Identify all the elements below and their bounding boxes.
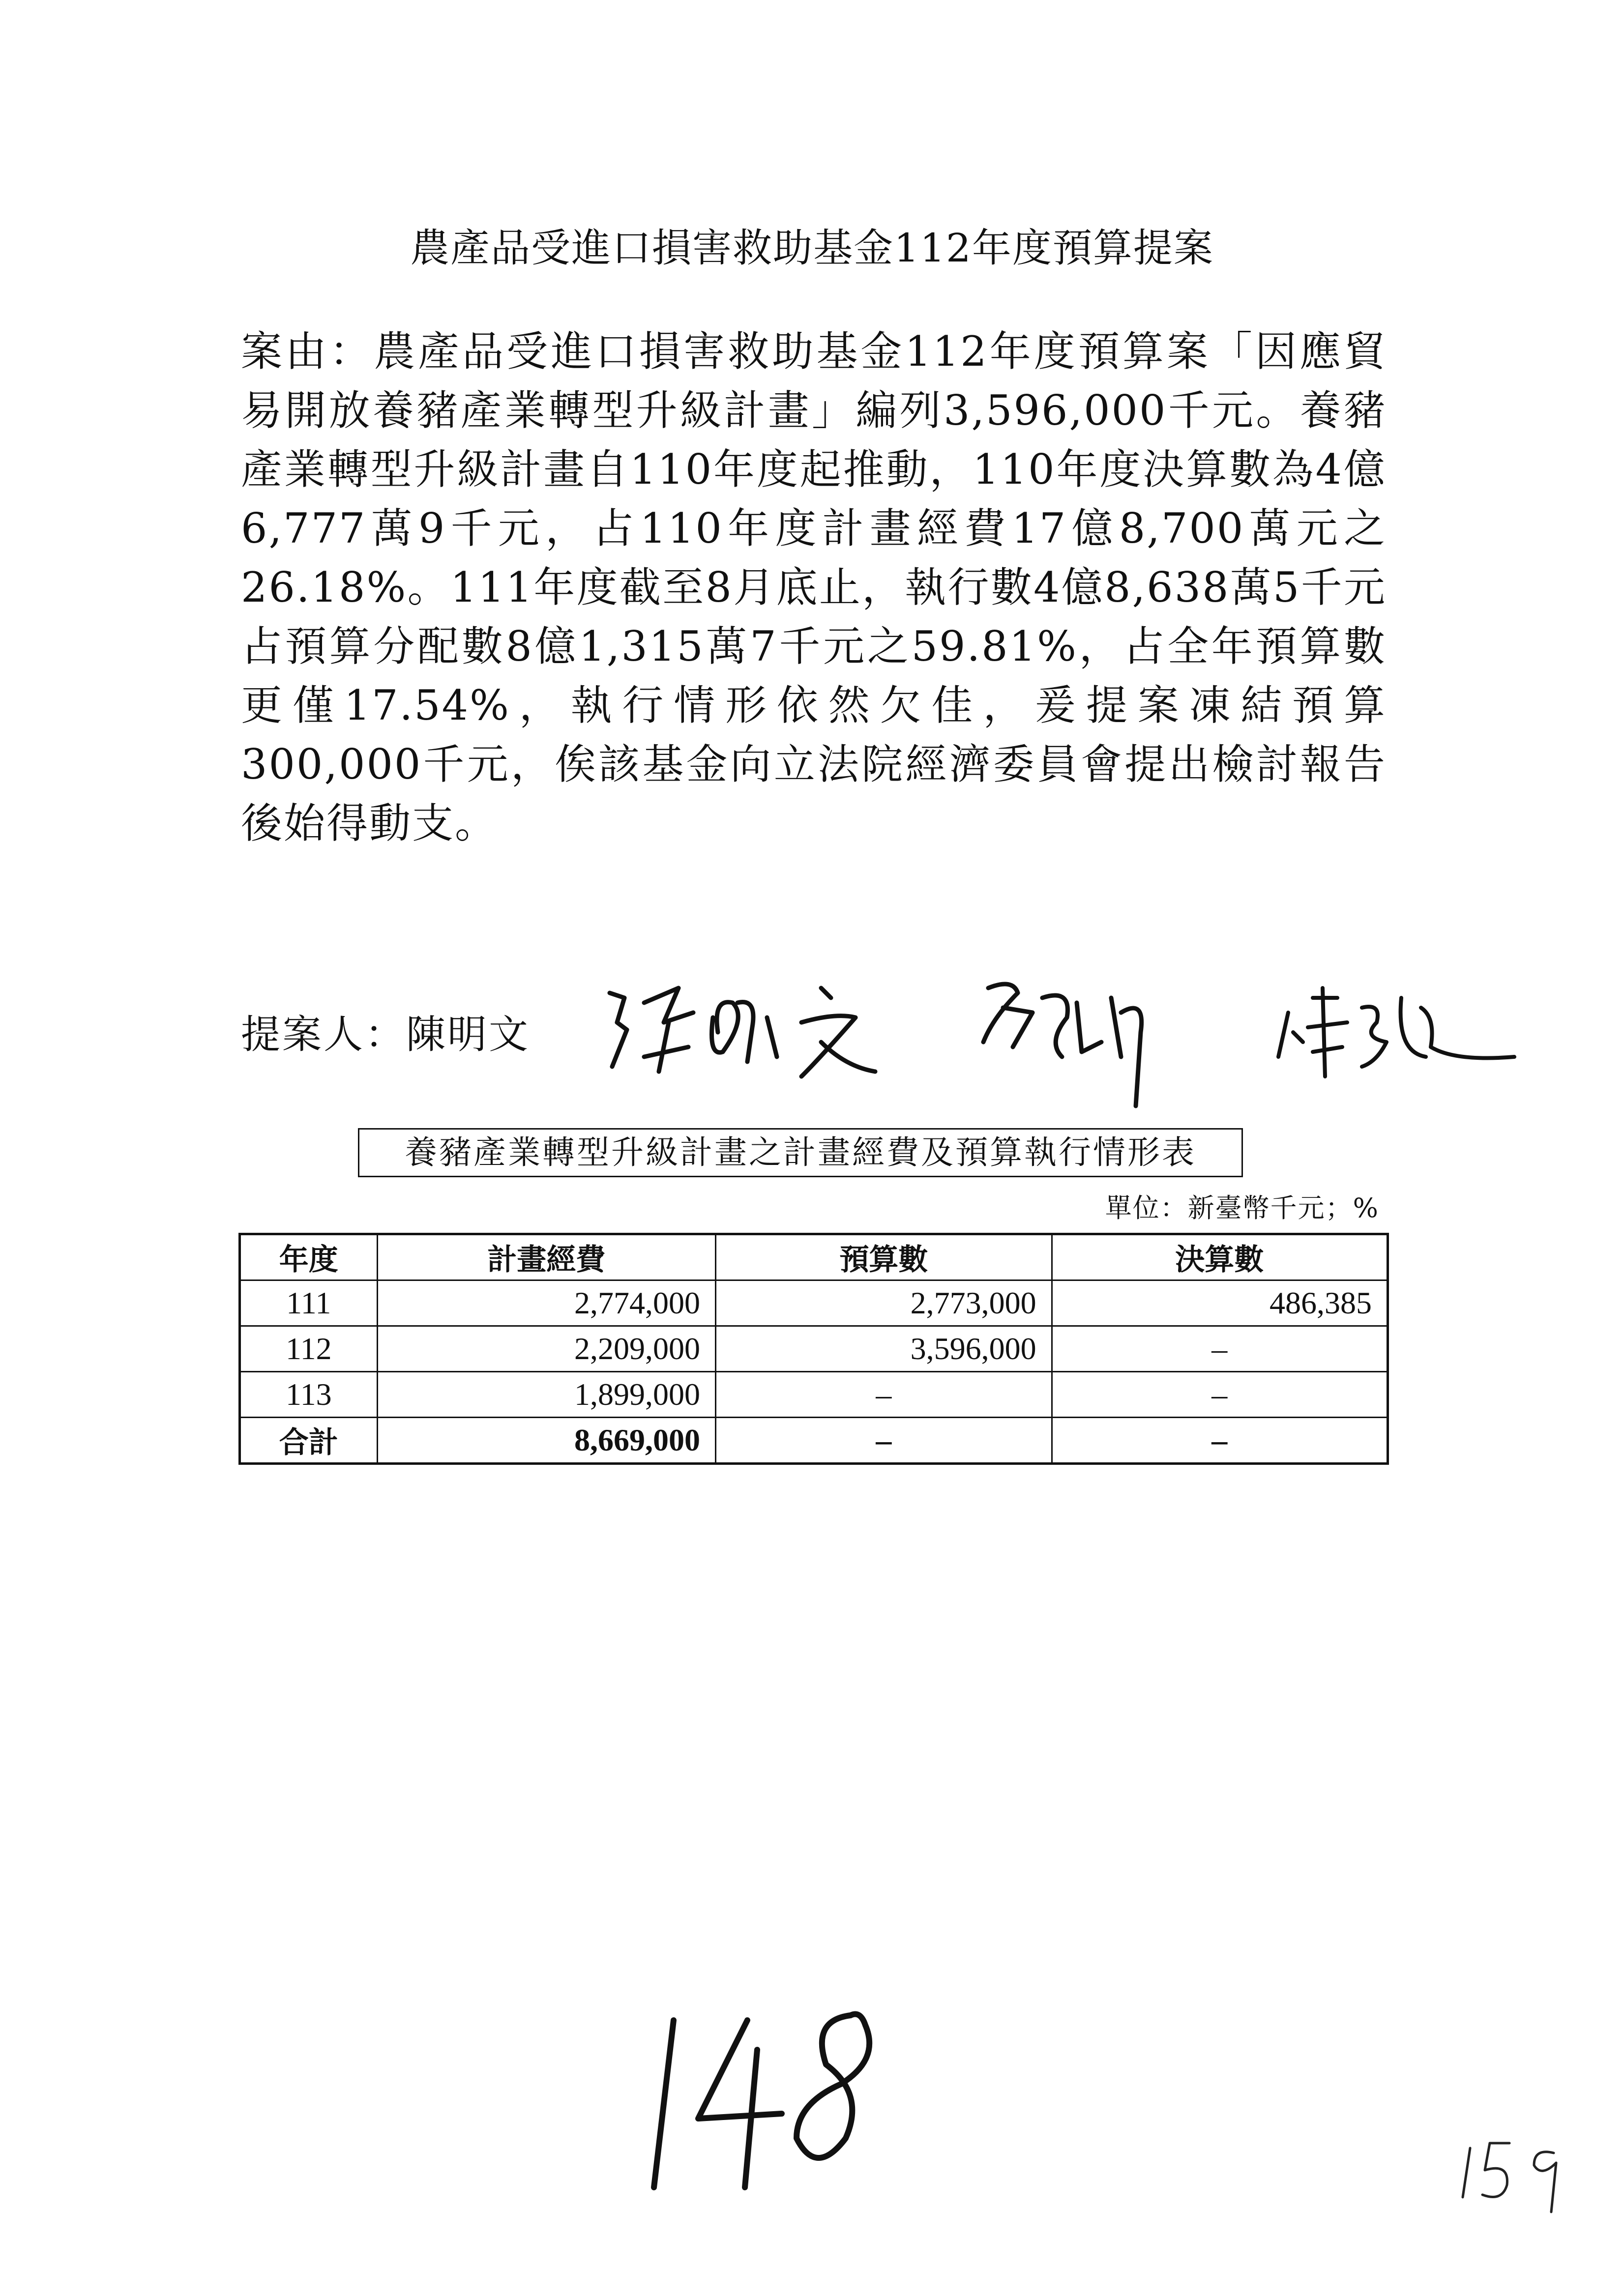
table-row [240,1280,1388,1326]
header-actual: 決算數 [1052,1234,1388,1280]
signature-3 [1278,988,1514,1076]
cell-plan: 2,774,000 [377,1280,716,1326]
signature-2 [983,984,1142,1106]
cell-plan: 2,209,000 [377,1326,716,1372]
header-plan: 計畫經費 [377,1234,716,1280]
table-total-row [240,1418,1388,1464]
cell-total-label: 合計 [240,1418,378,1464]
proposer-label: 提案人：陳明文 [241,1012,530,1057]
signatures [590,959,1524,1116]
budget-table [238,1233,1389,1465]
cell-plan: 1,899,000 [377,1372,716,1418]
document-title: 農產品受進口損害救助基金112年度預算提案 [410,225,1214,271]
cell-total-plan: 8,669,000 [377,1418,716,1464]
cell-budget: 2,773,000 [716,1280,1052,1326]
header-budget: 預算數 [716,1234,1052,1280]
table-title: 養豬產業轉型升級計畫之計畫經費及預算執行情形表 [358,1128,1243,1177]
cell-year: 111 [240,1280,378,1326]
cell-actual: 486,385 [1052,1280,1388,1326]
cell-actual: – [1052,1326,1388,1372]
cell-budget: 3,596,000 [716,1326,1052,1372]
handwritten-corner-number [1455,2128,1573,2217]
cell-actual: – [1052,1372,1388,1418]
proposal-body: 案由：農產品受進口損害救助基金112年度預算案「因應貿易開放養豬產業轉型升級計畫」編列3,596,000千元。養豬產業轉型升級計畫自110年度起推動，110年度決算數為4億6,777萬9千元，占110年度計畫經費17億8,700萬元之26.18%。111年度截至8月底止，執行數4億8,638萬5千元占預算分配數8億1,315萬7千元之59.81%，占全年預算數更僅17.54%，執行情形依然欠佳，爰提案凍結預算300,000千元，俟該基金向立法院經濟委員會提出檢討報告後始得動支。 [241,327,1387,847]
cell-total-budget: – [716,1418,1052,1464]
table-row [240,1326,1388,1372]
cell-year: 112 [240,1326,378,1372]
header-year: 年度 [240,1234,378,1280]
signature-1 [610,988,875,1076]
cell-year: 113 [240,1372,378,1418]
table-row [240,1372,1388,1418]
handwritten-page-number [634,1991,929,2197]
table-unit: 單位：新臺幣千元；% [1105,1192,1379,1223]
cell-budget: – [716,1372,1052,1418]
table-header-row [240,1234,1388,1280]
cell-total-actual: – [1052,1418,1388,1464]
